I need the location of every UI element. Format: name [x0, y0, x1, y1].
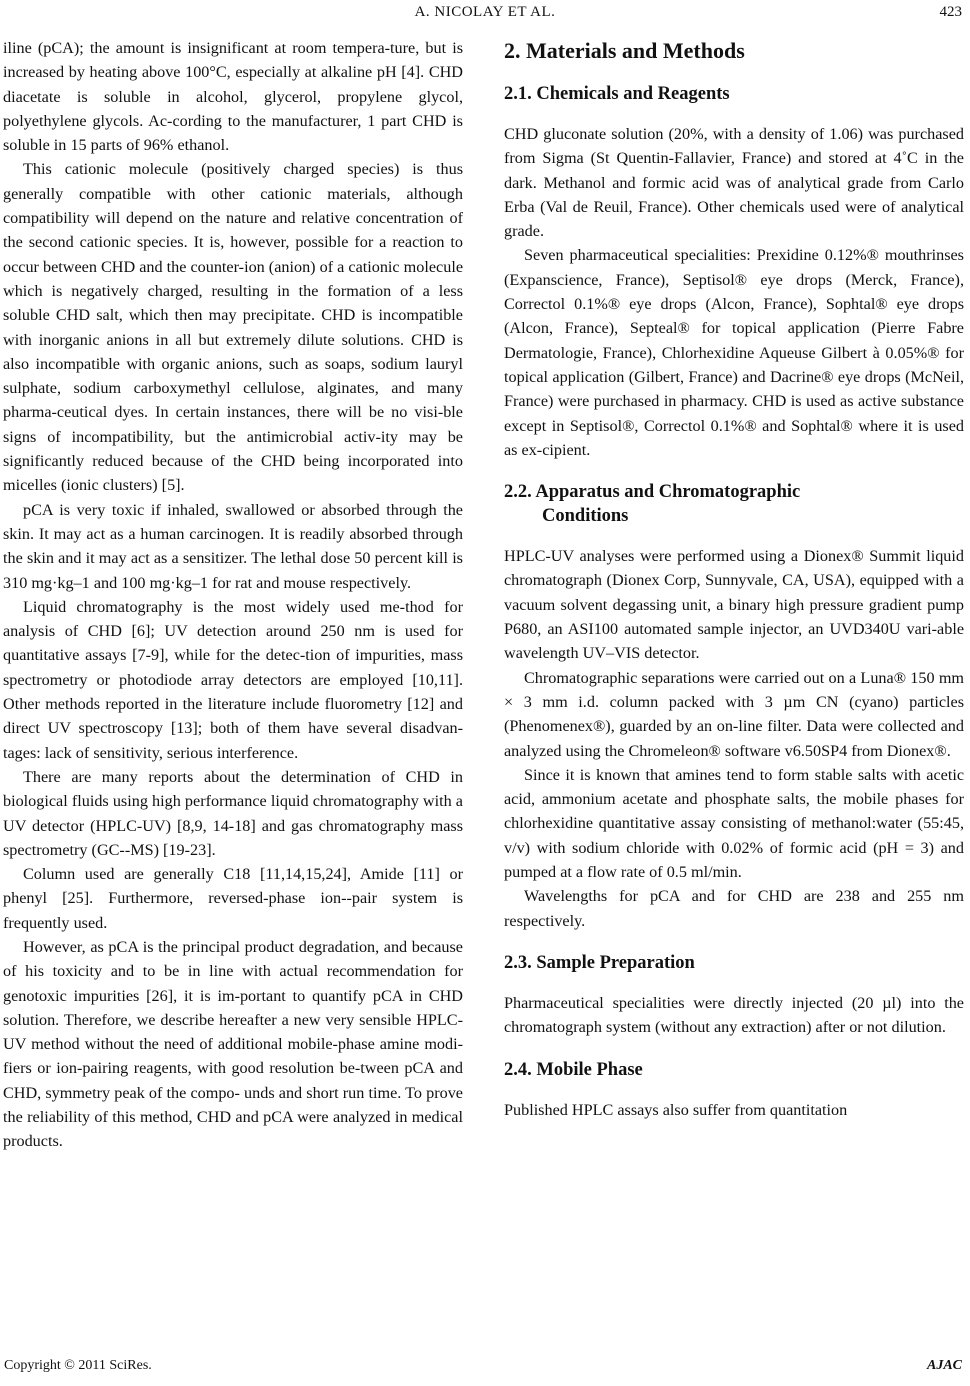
chemicals-paragraph-2: Seven pharmaceutical specialities: Prexidine 0.12%® mouthrinses (Expanscience, France), Septisol® eye drops (Merck, France), Correctol 0.1%® eye drops (Alcon, France), Sophtal® eye drops (Alcon, France), Septeal® for topical application (Pierre Fabre Dermatologie, France), Chlorhexidine Aqueuse Gilbert à 0.05%® for topical application (Gilbert, France) and Dacrine® eye drops (McNeil, France) were purchased in pharmacy. CHD is used as active substance except in Septisol®, Correctol 0.1%® and Sophtal® where it is used as ex-cipient.: [504, 246, 964, 459]
running-header-authors: A. NICOLAY ET AL.: [414, 4, 556, 20]
subsection-title-chemicals: 2.1. Chemicals and Reagents: [504, 84, 730, 104]
left-paragraph-5: There are many reports about the determination of CHD in biological fluids using high performance liquid chromatography with a UV detector (HPLC-UV) [8,9, 14-18] and gas chromatography mass spectrometry (GC--MS) [19-23].: [3, 767, 463, 859]
running-header: [0, 4, 970, 24]
left-column: [3, 36, 463, 1154]
right-column: [504, 36, 964, 1122]
left-paragraph-6: Column used are generally C18 [11,14,15,24], Amide [11] or phenyl [25]. Furthermore, reversed-phase ion--pair system is frequently used.: [3, 865, 463, 932]
page-number: 423: [939, 4, 962, 20]
footer-journal: AJAC: [926, 1358, 962, 1373]
apparatus-title-line2: Conditions: [542, 506, 629, 527]
left-paragraph-2: This cationic molecule (positively charged species) is thus generally compatible with other cationic materials, although compatibility will depend on the nature and relative concentration of the second cationic species. It is, however, possible for a reaction to occur between CHD and the counter-ion (anion) of a cationic molecule which is negatively charged, resulting in the formation of a less soluble CHD salt, which then may precipitate. CHD is incompatible with inorganic anions in all but extremely dilute solutions. CHD is also incompatible with organic anions, such as soaps, sodium lauryl sulphate, sodium carboxymethyl cellulose, alginates, and many pharma-ceutical dyes. In certain instances, there will be no visi-ble signs of incompatibility, but the antimicrobial activ-ity may be significantly reduced because of the CHD being incorporated into micelles (ionic clusters) [5].: [3, 160, 463, 495]
sample-preparation-paragraph: Pharmaceutical specialities were directly injected (20 µl) into the chromatograph system (without any extraction) after or not dilution.: [504, 993, 964, 1037]
left-paragraph-4: Liquid chromatography is the most widely used me-thod for analysis of CHD [6]; UV detection around 250 nm is used for quantitative assays [7-9], while for the detec-tion of impurities, mass spectrometry or photodiode array detectors are employed [10,11]. Other methods reported in the literature include fluorometry [12] and direct UV spectroscopy [13]; both of them have several disadvan-tages: lack of sensitivity, serious interference.: [3, 597, 463, 762]
mobile-phase-paragraph: Published HPLC assays also suffer from quantitation: [504, 1100, 848, 1119]
subsection-title-apparatus: [504, 480, 964, 528]
left-paragraph-3: pCA is very toxic if inhaled, swallowed or absorbed through the skin. It may act as a human carcinogen. It is readily absorbed through the skin and it may act as a sensitizer. The lethal dose 50 percent kill is 310 mg·kg–1 and 100 mg·kg–1 for rat and mouse respectively.: [3, 500, 463, 592]
apparatus-paragraph-4: Wavelengths for pCA and for CHD are 238 and 255 nm respectively.: [504, 887, 964, 930]
page-footer: [0, 1358, 970, 1380]
apparatus-paragraph-3: Since it is known that amines tend to form stable salts with acetic acid, ammonium acetate and phosphate salts, the mobile phases for chlorhexidine quantitative assay consisting of methanol:water (55:45, v/v) with sodium chloride with 0.02% of formic acid (pH = 3) and pumped at a flow rate of 0.5 ml/min.: [504, 765, 964, 882]
subsection-title-mobile-phase: 2.4. Mobile Phase: [504, 1059, 643, 1080]
subsection-title-sample-preparation: 2.3. Sample Preparation: [504, 952, 695, 973]
footer-copyright: Copyright © 2011 SciRes.: [4, 1358, 152, 1373]
left-paragraph-1: iline (pCA); the amount is insignificant at room tempera-ture, but is increased by heating above 100°C, especially at alkaline pH [4]. CHD diacetate is soluble in alcohol, glycerol, propylene glycol, polyethylene glycols. Ac-cording to the manufacturer, 1 part CHD is soluble in 15 parts of 96% ethanol.: [3, 39, 463, 155]
section-title-materials-methods: 2. Materials and Methods: [504, 38, 745, 63]
apparatus-paragraph-2: Chromatographic separations were carried out on a Luna® 150 mm × 3 mm i.d. column packed with 3 µm CN (cyano) particles (Phenomenex®), guarded by an on-line filter. Data were collected and analyzed using the Chromeleon® software v6.50SP4 from Dionex®.: [504, 668, 964, 760]
apparatus-paragraph-1: HPLC-UV analyses were performed using a Dionex® Summit liquid chromatograph (Dionex Corp, Sunnyvale, CA, USA), equipped with a vacuum solvent degassing unit, a binary high pressure gradient pump P680, an ASI100 automated sample injector, an UVD340U vari-able wavelength UV–VIS detector.: [504, 547, 964, 663]
apparatus-title-line1: 2.2. Apparatus and Chromatographic: [504, 482, 801, 503]
chemicals-paragraph-1: CHD gluconate solution (20%, with a density of 1.06) was purchased from Sigma (St Quentin-Fallavier, France) and stored at 4˚C in the dark. Methanol and formic acid was of analytical grade from Carlo Erba (Val de Reuil, France). Other chemicals used were of analytical grade.: [504, 125, 964, 241]
left-paragraph-7: However, as pCA is the principal product degradation, and because of his toxicity and to be in line with actual recommendation for genotoxic impurities [26], it is im-portant to quantify pCA in CHD solution. Therefore, we describe hereafter a new very sensible HPLC-UV method without the need of additional mobile-phase amine modi-fiers or ion-pairing reagents, with good resolution be-tween pCA and CHD, symmetry peak of the compo- unds and short run time. To prove the reliability of this method, CHD and pCA were analyzed in medical products.: [3, 937, 463, 1151]
